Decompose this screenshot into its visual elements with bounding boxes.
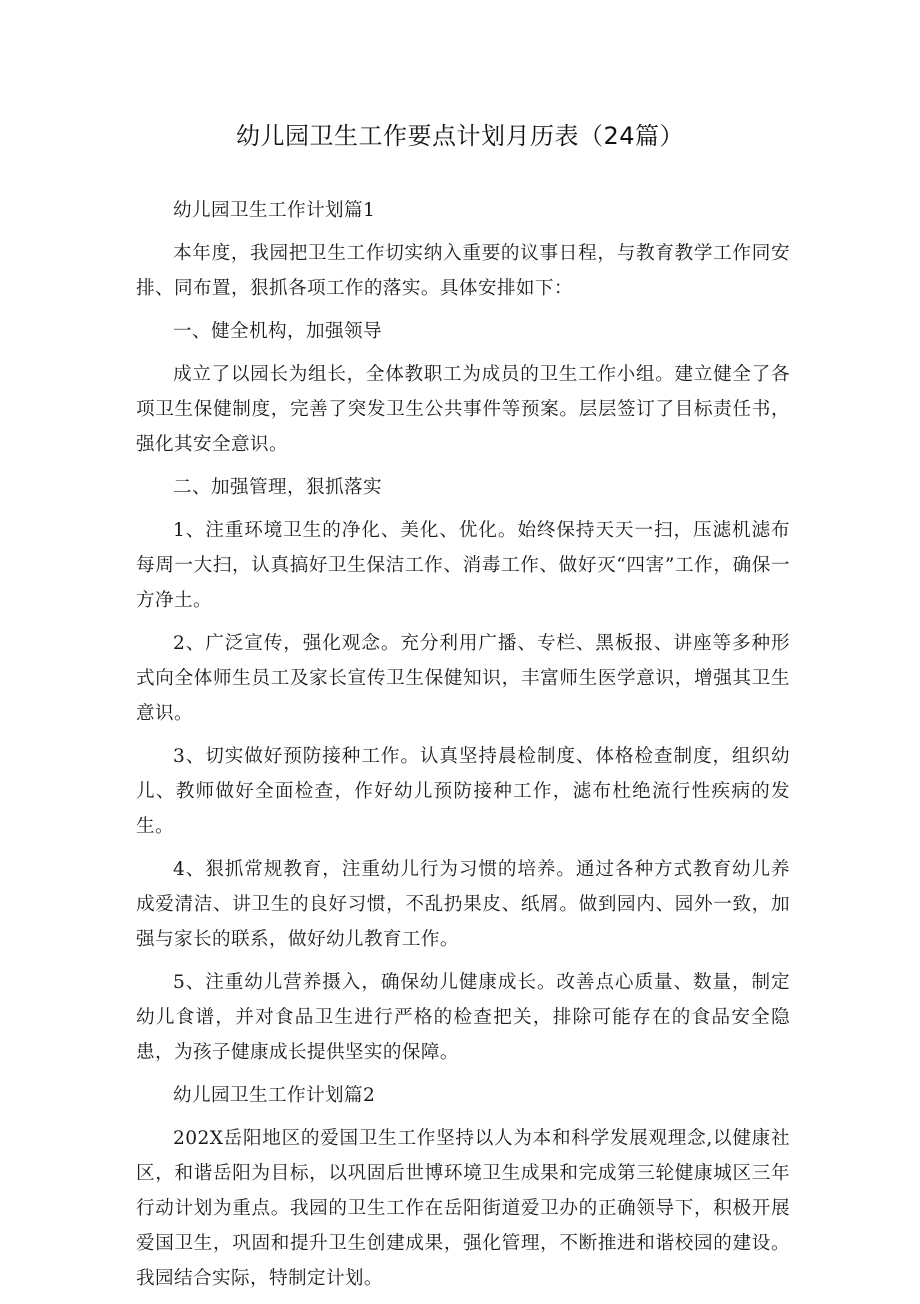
paragraph: 5、注重幼儿营养摄入，确保幼儿健康成长。改善点心质量、数量，制定幼儿食谱，并对食品卫生进行严格的检查把关，排除可能存在的食品安全隐患，为孩子健康成长提供坚实的保障。 [136, 972, 790, 1063]
paragraph: 成立了以园长为组长，全体教职工为成员的卫生工作小组。建立健全了各项卫生保健制度，完善了突发卫生公共事件等预案。层层签订了目标责任书，强化其安全意识。 [136, 364, 790, 455]
paragraph: 本年度，我园把卫生工作切实纳入重要的议事日程，与教育教学工作同安排、同布置，狠抓各项工作的落实。具体安排如下： [136, 243, 790, 299]
paragraph: 4、狠抓常规教育，注重幼儿行为习惯的培养。通过各种方式教育幼儿养成爱清洁、讲卫生的良好习惯，不乱扔果皮、纸屑。做到园内、园外一致，加强与家长的联系，做好幼儿教育工作。 [136, 859, 790, 950]
paragraph: 3、切实做好预防接种工作。认真坚持晨检制度、体格检查制度，组织幼儿、教师做好全面检查，作好幼儿预防接种工作，滤布杜绝流行性疾病的发生。 [136, 746, 790, 837]
section-heading: 幼儿园卫生工作计划篇1 [173, 200, 376, 221]
paragraph: 202X岳阳地区的爱国卫生工作坚持以人为本和科学发展观理念,以健康社区，和谐岳阳为目标，以巩固后世博环境卫生成果和完成第三轮健康城区三年行动计划为重点。我园的卫生工作在岳阳街道爱卫办的正确领导下，积极开展爱国卫生，巩固和提升卫生创建成果，强化管理，不断推进和谐校园的建设。我园结合实际，特制定计划。 [136, 1128, 790, 1289]
section-heading: 一、健全机构，加强领导 [173, 321, 382, 342]
paragraph: 1、注重环境卫生的净化、美化、优化。始终保持天天一扫，压滤机滤布每周一大扫，认真搞好卫生保洁工作、消毒工作、做好灭“四害”工作，确保一方净土。 [136, 520, 790, 611]
document-title: 幼儿园卫生工作要点计划月历表（24篇） [235, 122, 685, 150]
document-body [136, 193, 790, 1304]
paragraph: 2、广泛宣传，强化观念。充分利用广播、专栏、黑板报、讲座等多种形式向全体师生员工及家长宣传卫生保健知识，丰富师生医学意识，增强其卫生意识。 [136, 633, 790, 724]
section-heading: 二、加强管理，狠抓落实 [173, 477, 382, 498]
section-heading: 幼儿园卫生工作计划篇2 [173, 1085, 376, 1106]
